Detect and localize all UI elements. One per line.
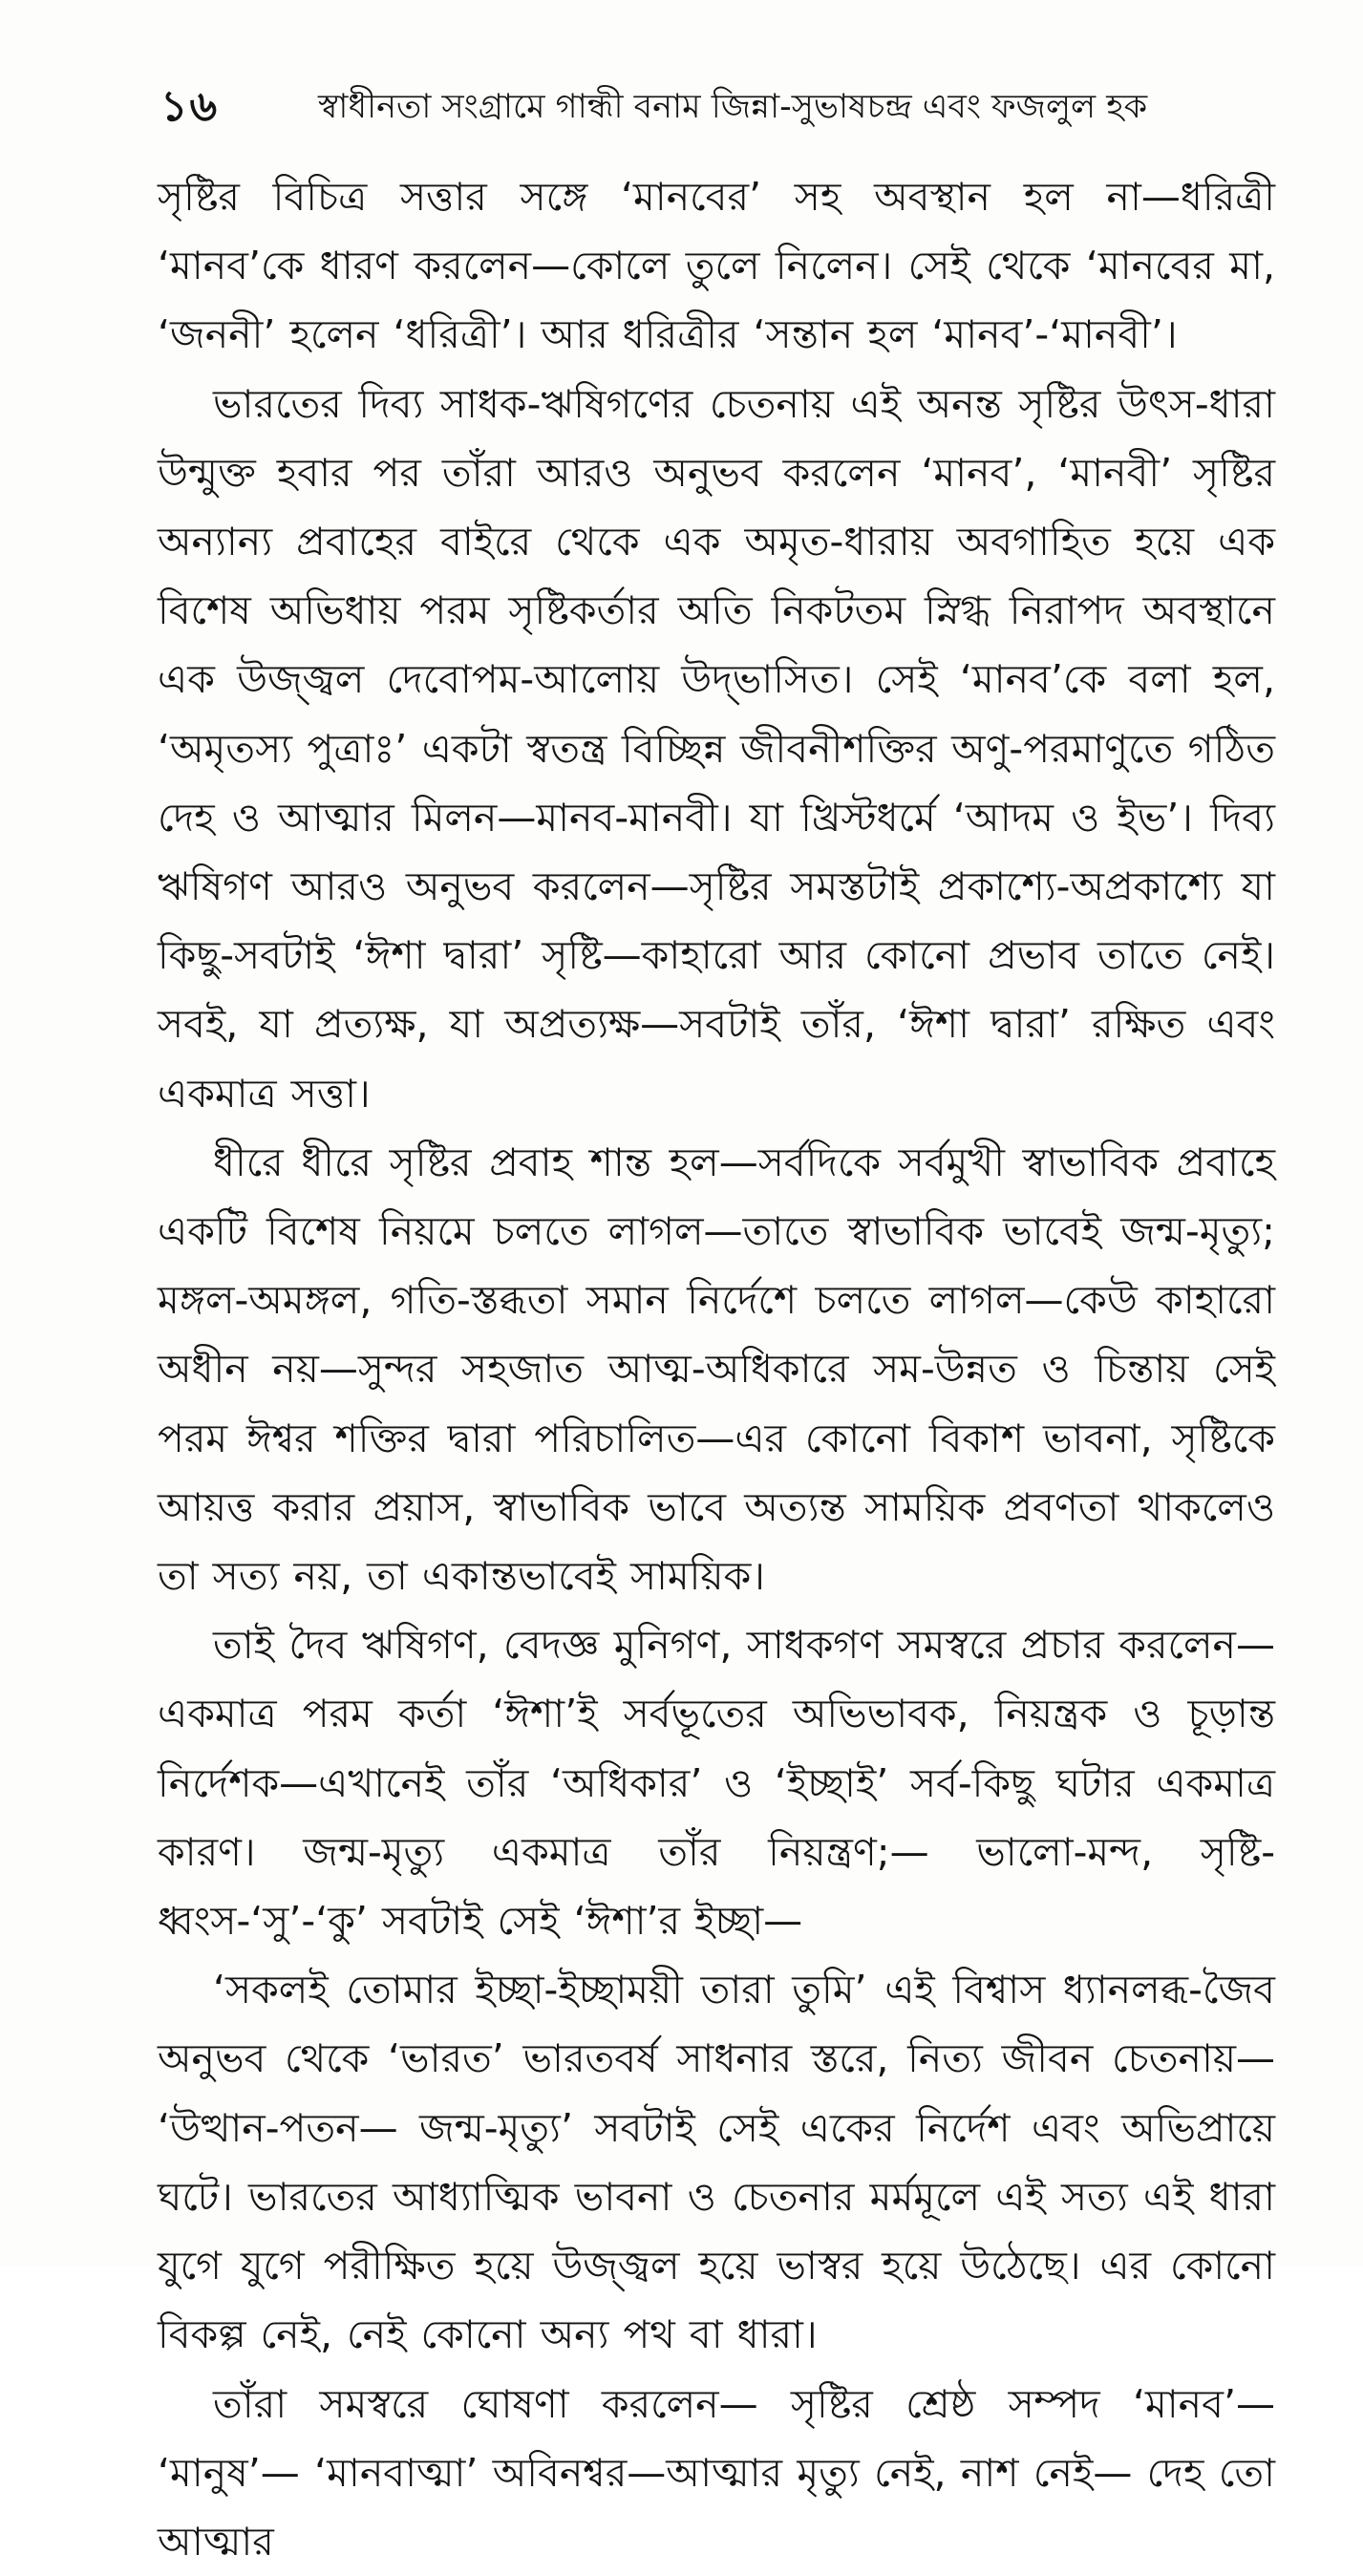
- paragraph-1: সৃষ্টির বিচিত্র সত্তার সঙ্গে ‘মানবের’ সহ অবস্থান হল না—ধরিত্রী ‘মানব’কে ধারণ করলেন—কোলে তুলে নিলেন। সেই থেকে ‘মানবের মা, ‘জননী’ হলেন ‘ধরিত্রী’। আর ধরিত্রীর ‘সন্তান হল ‘মানব’-‘মানবী’।: [158, 162, 1275, 370]
- page-number: ১৬: [160, 78, 219, 136]
- paragraph-6: তাঁরা সমস্বরে ঘোষণা করলেন— সৃষ্টির শ্রেষ্ঠ সম্পদ ‘মানব’— ‘মানুষ’— ‘মানবাত্মা’ অবিনশ্বর—আত্মার মৃত্যু নেই, নাশ নেই— দেহ তো আত্মার: [158, 2370, 1275, 2576]
- book-title: স্বাধীনতা সংগ্রামে গান্ধী বনাম জিন্না-সুভাষচন্দ্র এবং ফজলুল হক: [318, 78, 1292, 136]
- paragraph-4: তাই দৈব ঋষিগণ, বেদজ্ঞ মুনিগণ, সাধকগণ সমস্বরে প্রচার করলেন—একমাত্র পরম কর্তা ‘ঈশা’ই সর্বভূতের অভিভাবক, নিয়ন্ত্রক ও চূড়ান্ত নির্দেশক—এখানেই তাঁর ‘অধিকার’ ও ‘ইচ্ছাই’ সর্ব-কিছু ঘটার একমাত্র কারণ। জন্ম-মৃত্যু একমাত্র তাঁর নিয়ন্ত্রণ;— ভালো-মন্দ, সৃষ্টি-ধ্বংস-‘সু’-‘কু’ সবটাই সেই ‘ঈশা’র ইচ্ছা—: [158, 1610, 1275, 1955]
- paragraph-5: ‘সকলই তোমার ইচ্ছা-ইচ্ছাময়ী তারা তুমি’ এই বিশ্বাস ধ্যানলব্ধ-জৈব অনুভব থেকে ‘ভারত’ ভারতবর্ষ সাধনার স্তরে, নিত্য জীবন চেতনায়— ‘উত্থান-পতন— জন্ম-মৃত্যু’ সবটাই সেই একের নির্দেশ এবং অভিপ্রায়ে ঘটে। ভারতের আধ্যাত্মিক ভাবনা ও চেতনার মর্মমূলে এই সত্য এই ধারা যুগে যুগে পরীক্ষিত হয়ে উজ্জ্বল হয়ে ভাস্বর হয়ে উঠেছে। এর কোনো বিকল্প নেই, নেই কোনো অন্য পথ বা ধারা।: [158, 1955, 1275, 2369]
- paragraph-2: ভারতের দিব্য সাধক-ঋষিগণের চেতনায় এই অনন্ত সৃষ্টির উৎস-ধারা উন্মুক্ত হবার পর তাঁরা আরও অনুভব করলেন ‘মানব’, ‘মানবী’ সৃষ্টির অন্যান্য প্রবাহের বাইরে থেকে এক অমৃত-ধারায় অবগাহিত হয়ে এক বিশেষ অভিধায় পরম সৃষ্টিকর্তার অতি নিকটতম স্নিগ্ধ নিরাপদ অবস্থানে এক উজ্জ্বল দেবোপম-আলোয় উদ্‌ভাসিত। সেই ‘মানব’কে বলা হল, ‘অমৃতস্য পুত্রাঃ’ একটা স্বতন্ত্র বিচ্ছিন্ন জীবনীশক্তির অণু-পরমাণুতে গঠিত দেহ ও আত্মার মিলন—মানব-মানবী। যা খ্রিস্টধর্মে ‘আদম ও ইভ’। দিব্য ঋষিগণ আরও অনুভব করলেন—সৃষ্টির সমস্তটাই প্রকাশ্যে-অপ্রকাশ্যে যা কিছু-সবটাই ‘ঈশা দ্বারা’ সৃষ্টি—কাহারো আর কোনো প্রভাব তাতে নেই। সবই, যা প্রত্যক্ষ, যা অপ্রত্যক্ষ—সবটাই তাঁর, ‘ঈশা দ্বারা’ রক্ষিত এবং একমাত্র সত্তা।: [158, 370, 1275, 1128]
- body-text: [158, 162, 1275, 2576]
- paragraph-3: ধীরে ধীরে সৃষ্টির প্রবাহ শান্ত হল—সর্বদিকে সর্বমুখী স্বাভাবিক প্রবাহে একটি বিশেষ নিয়মে চলতে লাগল—তাতে স্বাভাবিক ভাবেই জন্ম-মৃত্যু; মঙ্গল-অমঙ্গল, গতি-স্তব্ধতা সমান নির্দেশে চলতে লাগল—কেউ কাহারো অধীন নয়—সুন্দর সহজাত আত্ম-অধিকারে সম-উন্নত ও চিন্তায় সেই পরম ঈশ্বর শক্তির দ্বারা পরিচালিত—এর কোনো বিকাশ ভাবনা, সৃষ্টিকে আয়ত্ত করার প্রয়াস, স্বাভাবিক ভাবে অত্যন্ত সাময়িক প্রবণতা থাকলেও তা সত্য নয়, তা একান্তভাবেই সাময়িক।: [158, 1128, 1275, 1610]
- running-header: [160, 78, 1307, 136]
